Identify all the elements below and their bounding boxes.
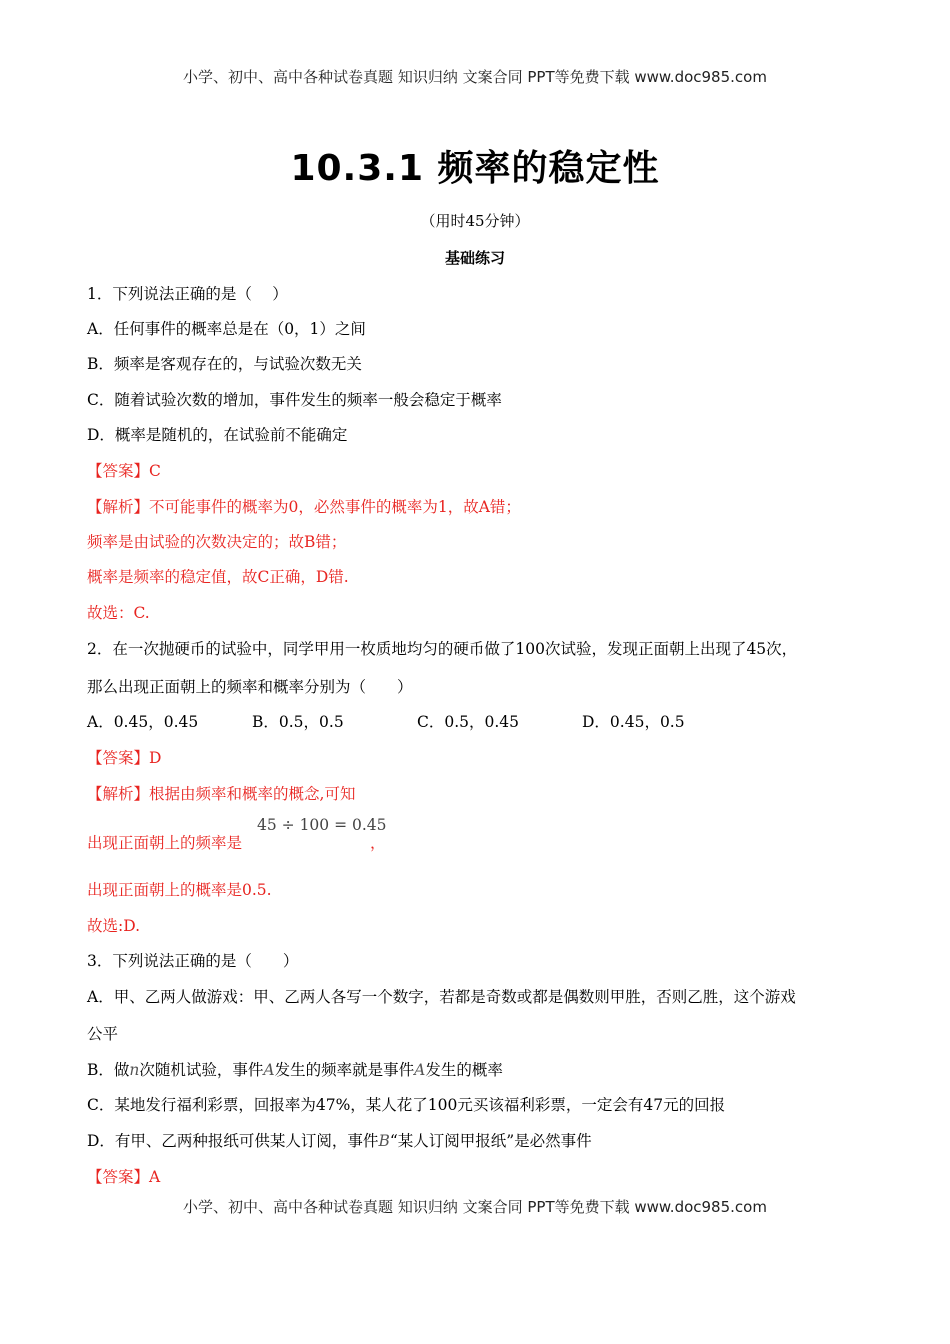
q3-option-c: C．某地发行福利彩票，回报率为47%，某人花了100元买该福利彩票，一定会有47元的回报 — [87, 1096, 726, 1114]
answer-value: D — [149, 749, 162, 767]
section-heading: 基础练习 — [444, 249, 505, 267]
option-d-prefix: D．有甲、乙两种报纸可供某人订阅，事件 — [87, 1132, 379, 1150]
q2-formula: 45 ÷ 100 = 0.45 — [257, 816, 387, 834]
q2-analysis-3: 出现正面朝上的概率是0.5. — [87, 881, 272, 899]
answer-value: C — [149, 462, 161, 480]
q3-stem: 3．下列说法正确的是（ ） — [87, 952, 299, 970]
q3-option-d — [87, 1130, 592, 1152]
analysis-text: 不可能事件的概率为0，必然事件的概率为1，故A错； — [149, 498, 521, 516]
variable-b: B — [378, 1132, 390, 1150]
q1-conclusion: 故选：C. — [87, 604, 150, 622]
option-b-text-1: 次随机试验，事件 — [139, 1061, 264, 1079]
q3-option-b — [87, 1059, 503, 1081]
q2-answer — [87, 747, 161, 769]
variable-a: A — [263, 1061, 275, 1079]
q1-stem: 1．下列说法正确的是（ ） — [87, 285, 288, 303]
answer-tag: 【答案】 — [87, 462, 150, 480]
q1-option-a: A．任何事件的概率总是在（0，1）之间 — [87, 320, 366, 338]
option-b-text-3: 发生的概率 — [425, 1061, 503, 1079]
q2-stem-line-1: 2．在一次抛硬币的试验中，同学甲用一枚质地均匀的硬币做了100次试验，发现正面朝上出现了45次， — [87, 640, 798, 658]
page-footer: 小学、初中、高中各种试卷真题 知识归纳 文案合同 PPT等免费下载 www.doc985.com — [183, 1198, 767, 1216]
q2-analysis-2: 出现正面朝上的频率是 — [87, 834, 243, 852]
q1-answer — [87, 460, 161, 482]
q2-formula-comma: ， — [370, 834, 386, 852]
q2-conclusion: 故选:D. — [87, 917, 141, 935]
answer-tag: 【答案】 — [87, 749, 150, 767]
q3-answer — [87, 1166, 160, 1188]
q3-option-a-line-2: 公平 — [87, 1025, 119, 1043]
variable-n: n — [129, 1061, 140, 1079]
option-b-text-2: 发生的频率就是事件 — [274, 1061, 415, 1079]
q1-option-b: B．频率是客观存在的，与试验次数无关 — [87, 355, 362, 373]
time-limit: （用时45分钟） — [420, 212, 530, 230]
q2-option-a: A．0.45，0.45 — [87, 713, 199, 731]
q2-option-d: D．0.45，0.5 — [582, 713, 685, 731]
q2-option-c: C．0.5，0.45 — [417, 713, 520, 731]
q1-option-c: C．随着试验次数的增加，事件发生的频率一般会稳定于概率 — [87, 391, 502, 409]
q1-option-d: D．概率是随机的，在试验前不能确定 — [87, 426, 348, 444]
page-title: 10.3.1 频率的稳定性 — [290, 148, 660, 189]
q2-analysis-1 — [87, 783, 355, 805]
q1-analysis-2: 频率是由试验的次数决定的；故B错； — [87, 533, 347, 551]
option-d-text: “某人订阅甲报纸”是必然事件 — [389, 1132, 592, 1150]
option-b-prefix: B．做 — [87, 1061, 130, 1079]
analysis-tag: 【解析】 — [87, 498, 150, 516]
page-header: 小学、初中、高中各种试卷真题 知识归纳 文案合同 PPT等免费下载 www.doc985.com — [183, 68, 767, 86]
q1-analysis-3: 概率是频率的稳定值，故C正确，D错. — [87, 568, 349, 586]
q3-option-a-line-1: A．甲、乙两人做游戏：甲、乙两人各写一个数字，若都是奇数或都是偶数则甲胜，否则乙胜，这个游戏 — [87, 988, 796, 1006]
q2-stem-line-2: 那么出现正面朝上的频率和概率分别为（ ） — [87, 678, 413, 696]
answer-tag: 【答案】 — [87, 1168, 150, 1186]
analysis-tag: 【解析】 — [87, 785, 150, 803]
q1-analysis-1 — [87, 496, 521, 518]
q2-option-b: B．0.5，0.5 — [252, 713, 344, 731]
answer-value: A — [149, 1168, 161, 1186]
variable-a: A — [414, 1061, 426, 1079]
analysis-text: 根据由频率和概率的概念,可知 — [149, 785, 356, 803]
